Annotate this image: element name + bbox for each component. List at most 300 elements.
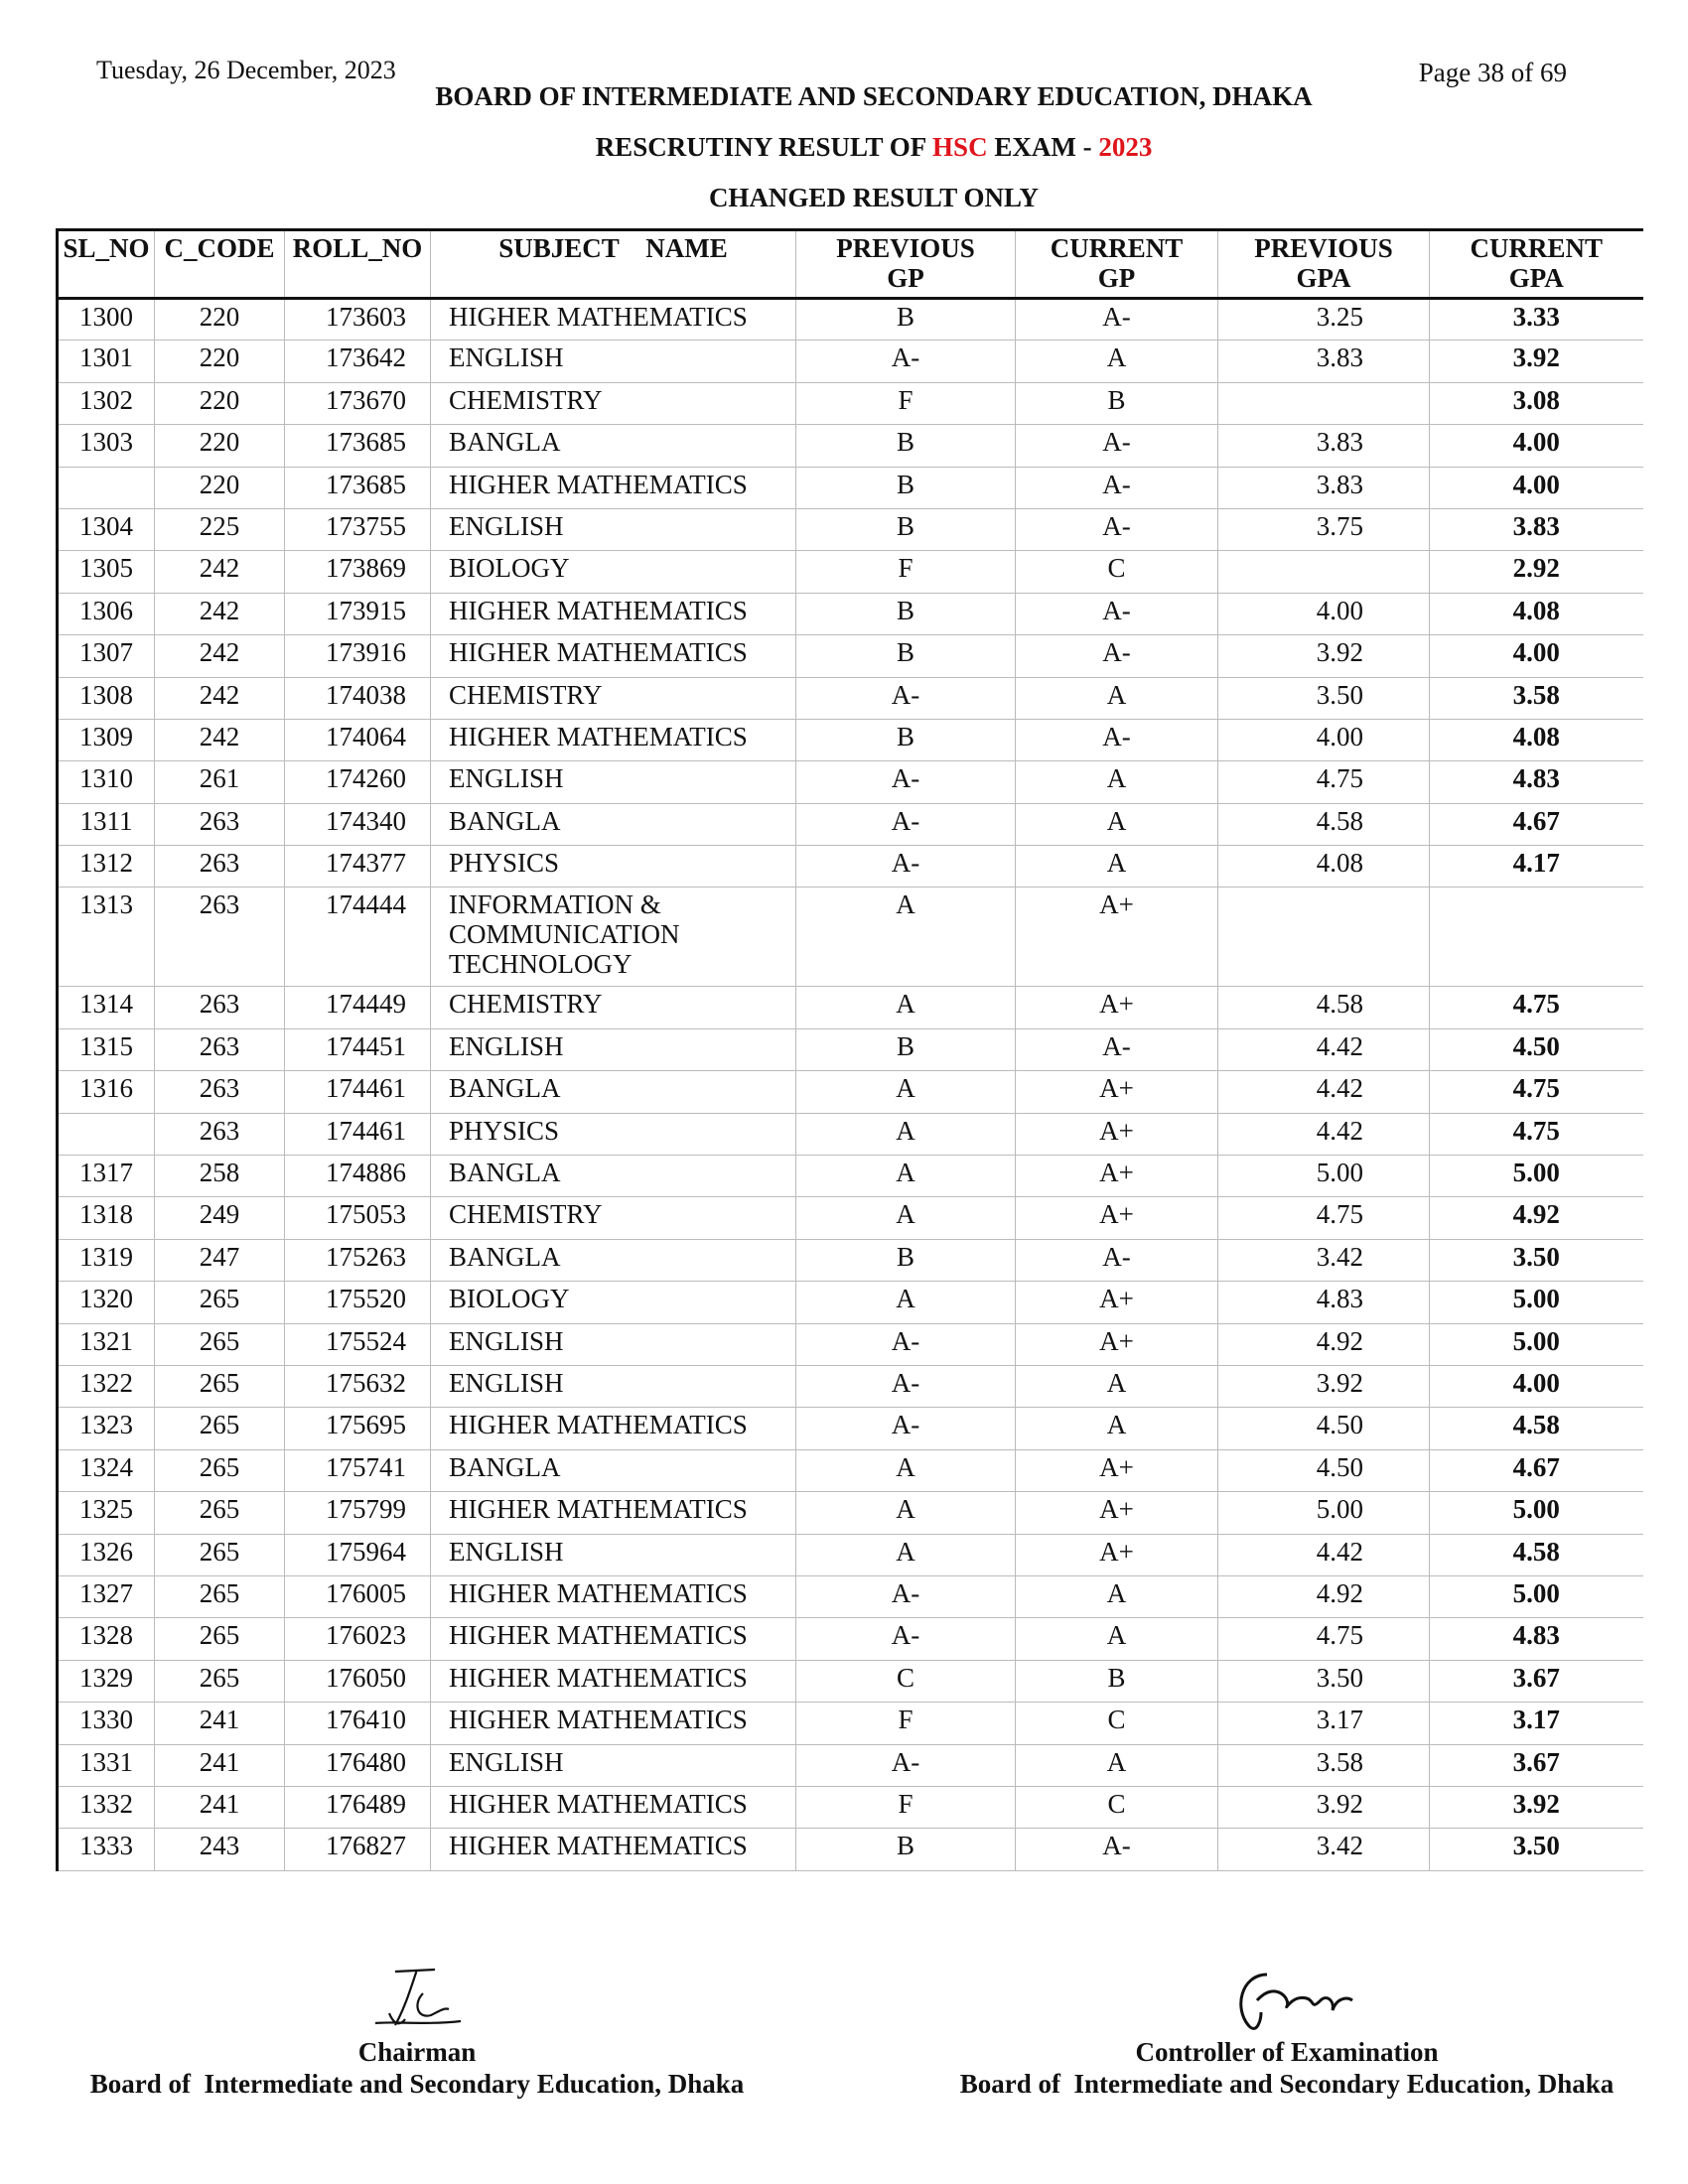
table-row — [58, 1113, 1643, 1155]
cell-previous-gp: B — [796, 635, 1016, 677]
table-row — [58, 299, 1643, 341]
cell-c-code: 265 — [155, 1282, 285, 1323]
cell-current-gpa: 4.75 — [1430, 1113, 1643, 1155]
cell-c-code: 265 — [155, 1408, 285, 1449]
cell-subject: HIGHER MATHEMATICS — [431, 1618, 796, 1660]
cell-subject: HIGHER MATHEMATICS — [431, 719, 796, 760]
cell-previous-gpa: 3.83 — [1218, 425, 1430, 467]
chairman-block — [70, 2036, 765, 2100]
cell-current-gp: A- — [1016, 467, 1218, 508]
cell-c-code: 242 — [155, 677, 285, 719]
cell-sl-no: 1327 — [58, 1575, 155, 1617]
cell-c-code: 241 — [155, 1703, 285, 1744]
cell-c-code: 263 — [155, 803, 285, 845]
cell-previous-gp: B — [796, 593, 1016, 634]
cell-sl-no: 1304 — [58, 508, 155, 550]
cell-previous-gp: A- — [796, 803, 1016, 845]
cell-current-gpa: 4.67 — [1430, 803, 1643, 845]
cell-sl-no: 1329 — [58, 1660, 155, 1702]
cell-roll-no: 173685 — [285, 425, 431, 467]
table-row — [58, 1197, 1643, 1239]
cell-previous-gpa: 3.92 — [1218, 1786, 1430, 1828]
table-row — [58, 1492, 1643, 1534]
cell-current-gp: B — [1016, 382, 1218, 424]
cell-previous-gp: A- — [796, 341, 1016, 382]
cell-subject: CHEMISTRY — [431, 382, 796, 424]
cell-roll-no: 175741 — [285, 1449, 431, 1491]
cell-previous-gp: A- — [796, 1408, 1016, 1449]
cell-current-gpa: 3.83 — [1430, 508, 1643, 550]
cell-current-gpa: 2.92 — [1430, 551, 1643, 593]
cell-subject: ENGLISH — [431, 1744, 796, 1786]
cell-subject: HIGHER MATHEMATICS — [431, 1829, 796, 1870]
cell-previous-gpa: 3.17 — [1218, 1703, 1430, 1744]
cell-previous-gp: A- — [796, 1365, 1016, 1407]
cell-sl-no: 1319 — [58, 1239, 155, 1281]
cell-previous-gpa — [1218, 551, 1430, 593]
cell-subject: HIGHER MATHEMATICS — [431, 593, 796, 634]
board-title: BOARD OF INTERMEDIATE AND SECONDARY EDUCATION, DHAKA — [435, 81, 1313, 111]
cell-subject: PHYSICS — [431, 846, 796, 887]
cell-sl-no: 1301 — [58, 341, 155, 382]
cell-previous-gpa: 3.42 — [1218, 1829, 1430, 1870]
cell-roll-no: 175263 — [285, 1239, 431, 1281]
table-row — [58, 1408, 1643, 1449]
cell-current-gpa: 4.08 — [1430, 593, 1643, 634]
cell-current-gpa: 4.08 — [1430, 719, 1643, 760]
cell-current-gp: A — [1016, 677, 1218, 719]
cell-previous-gp: A — [796, 887, 1016, 987]
exam-year: 2023 — [1098, 132, 1153, 162]
cell-current-gpa: 5.00 — [1430, 1575, 1643, 1617]
table-row — [58, 677, 1643, 719]
cell-roll-no: 174449 — [285, 987, 431, 1028]
cell-current-gpa: 3.50 — [1430, 1239, 1643, 1281]
cell-sl-no: 1325 — [58, 1492, 155, 1534]
cell-sl-no: 1323 — [58, 1408, 155, 1449]
cell-previous-gpa: 3.83 — [1218, 341, 1430, 382]
cell-roll-no: 176480 — [285, 1744, 431, 1786]
table-row — [58, 887, 1643, 987]
cell-roll-no: 174886 — [285, 1156, 431, 1197]
table-row — [58, 1156, 1643, 1197]
cell-roll-no: 176827 — [285, 1829, 431, 1870]
cell-roll-no: 175520 — [285, 1282, 431, 1323]
cell-previous-gp: A — [796, 1449, 1016, 1491]
cell-previous-gpa: 4.58 — [1218, 987, 1430, 1028]
table-row — [58, 593, 1643, 634]
cell-subject: HIGHER MATHEMATICS — [431, 467, 796, 508]
table-row — [58, 719, 1643, 760]
controller-signature — [1227, 1961, 1376, 2040]
cell-previous-gp: A — [796, 1113, 1016, 1155]
cell-subject: CHEMISTRY — [431, 1197, 796, 1239]
cell-previous-gpa: 4.42 — [1218, 1071, 1430, 1113]
cell-sl-no — [58, 1113, 155, 1155]
table-row — [58, 635, 1643, 677]
table-row — [58, 846, 1643, 887]
table-row — [58, 1660, 1643, 1702]
cell-previous-gpa: 3.58 — [1218, 1744, 1430, 1786]
cell-roll-no: 176050 — [285, 1660, 431, 1702]
cell-roll-no: 173642 — [285, 341, 431, 382]
controller-title: Controller of Examination — [1135, 2037, 1439, 2067]
cell-roll-no: 173915 — [285, 593, 431, 634]
cell-current-gpa: 4.58 — [1430, 1408, 1643, 1449]
header-subject-name: SUBJECT NAME — [431, 230, 796, 299]
cell-c-code: 263 — [155, 987, 285, 1028]
cell-current-gp: A+ — [1016, 1113, 1218, 1155]
cell-current-gp: A — [1016, 1744, 1218, 1786]
cell-subject: BANGLA — [431, 1449, 796, 1491]
cell-current-gp: A — [1016, 846, 1218, 887]
cell-c-code: 220 — [155, 382, 285, 424]
cell-previous-gp: A — [796, 1071, 1016, 1113]
cell-roll-no: 173869 — [285, 551, 431, 593]
cell-roll-no: 174064 — [285, 719, 431, 760]
cell-previous-gpa: 3.50 — [1218, 1660, 1430, 1702]
cell-current-gp: A+ — [1016, 1197, 1218, 1239]
cell-sl-no: 1308 — [58, 677, 155, 719]
cell-previous-gpa: 4.58 — [1218, 803, 1430, 845]
exam-name: HSC — [932, 132, 988, 162]
cell-current-gpa: 4.75 — [1430, 1071, 1643, 1113]
cell-current-gpa: 4.00 — [1430, 425, 1643, 467]
cell-sl-no: 1316 — [58, 1071, 155, 1113]
cell-roll-no: 175964 — [285, 1534, 431, 1575]
cell-subject: INFORMATION & COMMUNICATION TECHNOLOGY — [431, 887, 796, 987]
cell-previous-gpa: 3.75 — [1218, 508, 1430, 550]
result-subtitle: CHANGED RESULT ONLY — [708, 183, 1040, 212]
cell-roll-no: 176489 — [285, 1786, 431, 1828]
cell-previous-gp: A — [796, 1492, 1016, 1534]
cell-previous-gpa: 4.42 — [1218, 1028, 1430, 1070]
cell-previous-gpa: 4.83 — [1218, 1282, 1430, 1323]
cell-previous-gpa: 4.75 — [1218, 761, 1430, 803]
cell-previous-gpa: 4.92 — [1218, 1575, 1430, 1617]
cell-previous-gp: A- — [796, 846, 1016, 887]
cell-current-gpa: 3.58 — [1430, 677, 1643, 719]
cell-c-code: 265 — [155, 1660, 285, 1702]
cell-subject: HIGHER MATHEMATICS — [431, 1660, 796, 1702]
table-row — [58, 1071, 1643, 1113]
cell-current-gpa: 5.00 — [1430, 1492, 1643, 1534]
cell-previous-gp: B — [796, 508, 1016, 550]
cell-subject: HIGHER MATHEMATICS — [431, 1492, 796, 1534]
cell-sl-no — [58, 467, 155, 508]
cell-c-code: 261 — [155, 761, 285, 803]
chairman-org: Board of Intermediate and Secondary Education, Dhaka — [89, 2069, 745, 2099]
table-row — [58, 1282, 1643, 1323]
cell-roll-no: 174461 — [285, 1113, 431, 1155]
cell-previous-gp: F — [796, 1786, 1016, 1828]
table-row — [58, 1534, 1643, 1575]
cell-current-gp: A — [1016, 761, 1218, 803]
cell-roll-no: 173755 — [285, 508, 431, 550]
cell-current-gp: A- — [1016, 635, 1218, 677]
cell-previous-gpa: 4.50 — [1218, 1408, 1430, 1449]
controller-org: Board of Intermediate and Secondary Education, Dhaka — [959, 2069, 1615, 2099]
cell-c-code: 265 — [155, 1365, 285, 1407]
cell-subject: ENGLISH — [431, 1365, 796, 1407]
cell-c-code: 220 — [155, 299, 285, 341]
cell-current-gp: A- — [1016, 719, 1218, 760]
cell-current-gp: A — [1016, 803, 1218, 845]
header-current-gp: CURRENT GP — [1016, 230, 1218, 299]
cell-current-gp: A- — [1016, 593, 1218, 634]
cell-subject: ENGLISH — [431, 1028, 796, 1070]
cell-subject: PHYSICS — [431, 1113, 796, 1155]
cell-c-code: 249 — [155, 1197, 285, 1239]
cell-roll-no: 174444 — [285, 887, 431, 987]
cell-current-gp: A+ — [1016, 1282, 1218, 1323]
cell-current-gp: A- — [1016, 299, 1218, 341]
cell-current-gpa: 3.67 — [1430, 1660, 1643, 1702]
header-previous-gpa: PREVIOUS GPA — [1218, 230, 1430, 299]
chairman-title: Chairman — [357, 2037, 477, 2067]
cell-c-code: 263 — [155, 887, 285, 987]
cell-subject: HIGHER MATHEMATICS — [431, 1408, 796, 1449]
cell-current-gpa: 3.67 — [1430, 1744, 1643, 1786]
cell-sl-no: 1318 — [58, 1197, 155, 1239]
cell-sl-no: 1322 — [58, 1365, 155, 1407]
cell-sl-no: 1328 — [58, 1618, 155, 1660]
header-roll-no: ROLL_NO — [285, 230, 431, 299]
cell-sl-no: 1333 — [58, 1829, 155, 1870]
cell-current-gp: C — [1016, 1786, 1218, 1828]
cell-sl-no: 1303 — [58, 425, 155, 467]
cell-c-code: 263 — [155, 1071, 285, 1113]
result-title-prefix: RESCRUTINY RESULT OF — [595, 132, 933, 162]
cell-current-gp: A+ — [1016, 1156, 1218, 1197]
cell-current-gpa — [1430, 887, 1643, 987]
cell-c-code: 243 — [155, 1829, 285, 1870]
table-row — [58, 1744, 1643, 1786]
cell-sl-no: 1326 — [58, 1534, 155, 1575]
cell-current-gpa: 4.58 — [1430, 1534, 1643, 1575]
cell-current-gp: A+ — [1016, 1071, 1218, 1113]
cell-current-gp: A- — [1016, 425, 1218, 467]
cell-c-code: 242 — [155, 719, 285, 760]
cell-c-code: 263 — [155, 1113, 285, 1155]
cell-c-code: 241 — [155, 1744, 285, 1786]
cell-roll-no: 175799 — [285, 1492, 431, 1534]
cell-c-code: 263 — [155, 1028, 285, 1070]
cell-current-gp: A — [1016, 1618, 1218, 1660]
table-row — [58, 425, 1643, 467]
table-header-row — [58, 230, 1643, 299]
table-row — [58, 803, 1643, 845]
cell-roll-no: 175695 — [285, 1408, 431, 1449]
cell-previous-gp: A- — [796, 1618, 1016, 1660]
cell-sl-no: 1307 — [58, 635, 155, 677]
cell-sl-no: 1306 — [58, 593, 155, 634]
cell-sl-no: 1331 — [58, 1744, 155, 1786]
cell-previous-gp: B — [796, 425, 1016, 467]
cell-previous-gp: A — [796, 1197, 1016, 1239]
cell-c-code: 265 — [155, 1323, 285, 1365]
cell-subject: CHEMISTRY — [431, 987, 796, 1028]
cell-roll-no: 175053 — [285, 1197, 431, 1239]
cell-sl-no: 1305 — [58, 551, 155, 593]
cell-previous-gp: B — [796, 467, 1016, 508]
cell-sl-no: 1300 — [58, 299, 155, 341]
cell-roll-no: 173603 — [285, 299, 431, 341]
results-table-wrapper — [56, 228, 1641, 1871]
cell-current-gp: A+ — [1016, 887, 1218, 987]
cell-previous-gp: F — [796, 1703, 1016, 1744]
cell-roll-no: 173670 — [285, 382, 431, 424]
cell-previous-gpa: 3.83 — [1218, 467, 1430, 508]
cell-current-gp: A — [1016, 1575, 1218, 1617]
cell-c-code: 220 — [155, 467, 285, 508]
table-row — [58, 987, 1643, 1028]
cell-c-code: 265 — [155, 1575, 285, 1617]
cell-subject: BIOLOGY — [431, 551, 796, 593]
cell-previous-gp: F — [796, 382, 1016, 424]
cell-previous-gpa — [1218, 382, 1430, 424]
cell-roll-no: 174260 — [285, 761, 431, 803]
cell-previous-gpa: 4.75 — [1218, 1618, 1430, 1660]
cell-previous-gpa: 3.25 — [1218, 299, 1430, 341]
cell-subject: ENGLISH — [431, 341, 796, 382]
cell-subject: BANGLA — [431, 425, 796, 467]
cell-current-gpa: 5.00 — [1430, 1323, 1643, 1365]
cell-previous-gp: A- — [796, 1323, 1016, 1365]
table-row — [58, 467, 1643, 508]
cell-sl-no: 1315 — [58, 1028, 155, 1070]
cell-previous-gpa: 3.92 — [1218, 1365, 1430, 1407]
table-row — [58, 508, 1643, 550]
cell-sl-no: 1310 — [58, 761, 155, 803]
table-row — [58, 1028, 1643, 1070]
cell-current-gp: B — [1016, 1660, 1218, 1702]
cell-previous-gp: A — [796, 1156, 1016, 1197]
cell-current-gp: A+ — [1016, 1323, 1218, 1365]
cell-subject: BANGLA — [431, 803, 796, 845]
cell-current-gp: C — [1016, 551, 1218, 593]
cell-current-gpa: 3.50 — [1430, 1829, 1643, 1870]
cell-current-gpa: 3.92 — [1430, 341, 1643, 382]
cell-previous-gp: A — [796, 987, 1016, 1028]
table-row — [58, 761, 1643, 803]
cell-previous-gpa — [1218, 887, 1430, 987]
cell-current-gpa: 4.92 — [1430, 1197, 1643, 1239]
table-row — [58, 1323, 1643, 1365]
cell-roll-no: 176023 — [285, 1618, 431, 1660]
table-row — [58, 1449, 1643, 1491]
cell-c-code: 263 — [155, 846, 285, 887]
page-number: Page 38 of 69 — [1418, 58, 1567, 87]
table-row — [58, 1365, 1643, 1407]
cell-c-code: 220 — [155, 341, 285, 382]
cell-previous-gpa: 4.50 — [1218, 1449, 1430, 1491]
cell-previous-gp: A- — [796, 677, 1016, 719]
cell-sl-no: 1320 — [58, 1282, 155, 1323]
cell-subject: HIGHER MATHEMATICS — [431, 1786, 796, 1828]
cell-sl-no: 1330 — [58, 1703, 155, 1744]
cell-previous-gp: C — [796, 1660, 1016, 1702]
table-row — [58, 341, 1643, 382]
cell-subject: ENGLISH — [431, 1534, 796, 1575]
table-row — [58, 1239, 1643, 1281]
header-current-gpa: CURRENT GPA — [1430, 230, 1643, 299]
report-date: Tuesday, 26 December, 2023 — [96, 56, 396, 84]
cell-roll-no: 176410 — [285, 1703, 431, 1744]
cell-previous-gpa: 3.92 — [1218, 635, 1430, 677]
cell-sl-no: 1313 — [58, 887, 155, 987]
cell-subject: CHEMISTRY — [431, 677, 796, 719]
table-row — [58, 382, 1643, 424]
cell-subject: BANGLA — [431, 1239, 796, 1281]
cell-sl-no: 1324 — [58, 1449, 155, 1491]
header-previous-gp: PREVIOUS GP — [796, 230, 1016, 299]
cell-current-gp: A- — [1016, 1028, 1218, 1070]
cell-current-gp: A+ — [1016, 987, 1218, 1028]
cell-current-gpa: 4.00 — [1430, 635, 1643, 677]
cell-previous-gp: A- — [796, 1575, 1016, 1617]
results-table — [56, 228, 1643, 1871]
cell-c-code: 258 — [155, 1156, 285, 1197]
cell-sl-no: 1314 — [58, 987, 155, 1028]
cell-current-gp: A+ — [1016, 1492, 1218, 1534]
controller-block — [939, 2036, 1634, 2100]
cell-previous-gpa: 3.50 — [1218, 677, 1430, 719]
cell-c-code: 265 — [155, 1534, 285, 1575]
cell-current-gpa: 4.17 — [1430, 846, 1643, 887]
cell-c-code: 242 — [155, 593, 285, 634]
cell-current-gp: C — [1016, 1703, 1218, 1744]
cell-c-code: 241 — [155, 1786, 285, 1828]
cell-roll-no: 175632 — [285, 1365, 431, 1407]
cell-previous-gpa: 4.00 — [1218, 593, 1430, 634]
cell-roll-no: 175524 — [285, 1323, 431, 1365]
cell-subject: HIGHER MATHEMATICS — [431, 635, 796, 677]
cell-c-code: 242 — [155, 635, 285, 677]
cell-subject: ENGLISH — [431, 1323, 796, 1365]
cell-previous-gp: B — [796, 1239, 1016, 1281]
cell-c-code: 265 — [155, 1618, 285, 1660]
cell-current-gp: A- — [1016, 1239, 1218, 1281]
cell-current-gp: A — [1016, 1365, 1218, 1407]
cell-roll-no: 174451 — [285, 1028, 431, 1070]
header-c-code: C_CODE — [155, 230, 285, 299]
cell-current-gp: A+ — [1016, 1449, 1218, 1491]
table-row — [58, 1575, 1643, 1617]
table-row — [58, 1829, 1643, 1870]
header-sl-no: SL_NO — [58, 230, 155, 299]
cell-subject: HIGHER MATHEMATICS — [431, 1575, 796, 1617]
cell-previous-gpa: 4.00 — [1218, 719, 1430, 760]
cell-current-gpa: 4.00 — [1430, 467, 1643, 508]
cell-current-gp: A — [1016, 341, 1218, 382]
cell-c-code: 225 — [155, 508, 285, 550]
cell-previous-gpa: 5.00 — [1218, 1492, 1430, 1534]
cell-roll-no: 174038 — [285, 677, 431, 719]
cell-roll-no: 174461 — [285, 1071, 431, 1113]
cell-previous-gp: B — [796, 299, 1016, 341]
cell-current-gpa: 3.33 — [1430, 299, 1643, 341]
cell-current-gp: A+ — [1016, 1534, 1218, 1575]
cell-roll-no: 176005 — [285, 1575, 431, 1617]
cell-subject: ENGLISH — [431, 761, 796, 803]
cell-c-code: 265 — [155, 1492, 285, 1534]
cell-current-gpa: 3.08 — [1430, 382, 1643, 424]
cell-current-gp: A — [1016, 1408, 1218, 1449]
cell-subject: ENGLISH — [431, 508, 796, 550]
cell-previous-gp: A- — [796, 1744, 1016, 1786]
cell-current-gpa: 4.00 — [1430, 1365, 1643, 1407]
